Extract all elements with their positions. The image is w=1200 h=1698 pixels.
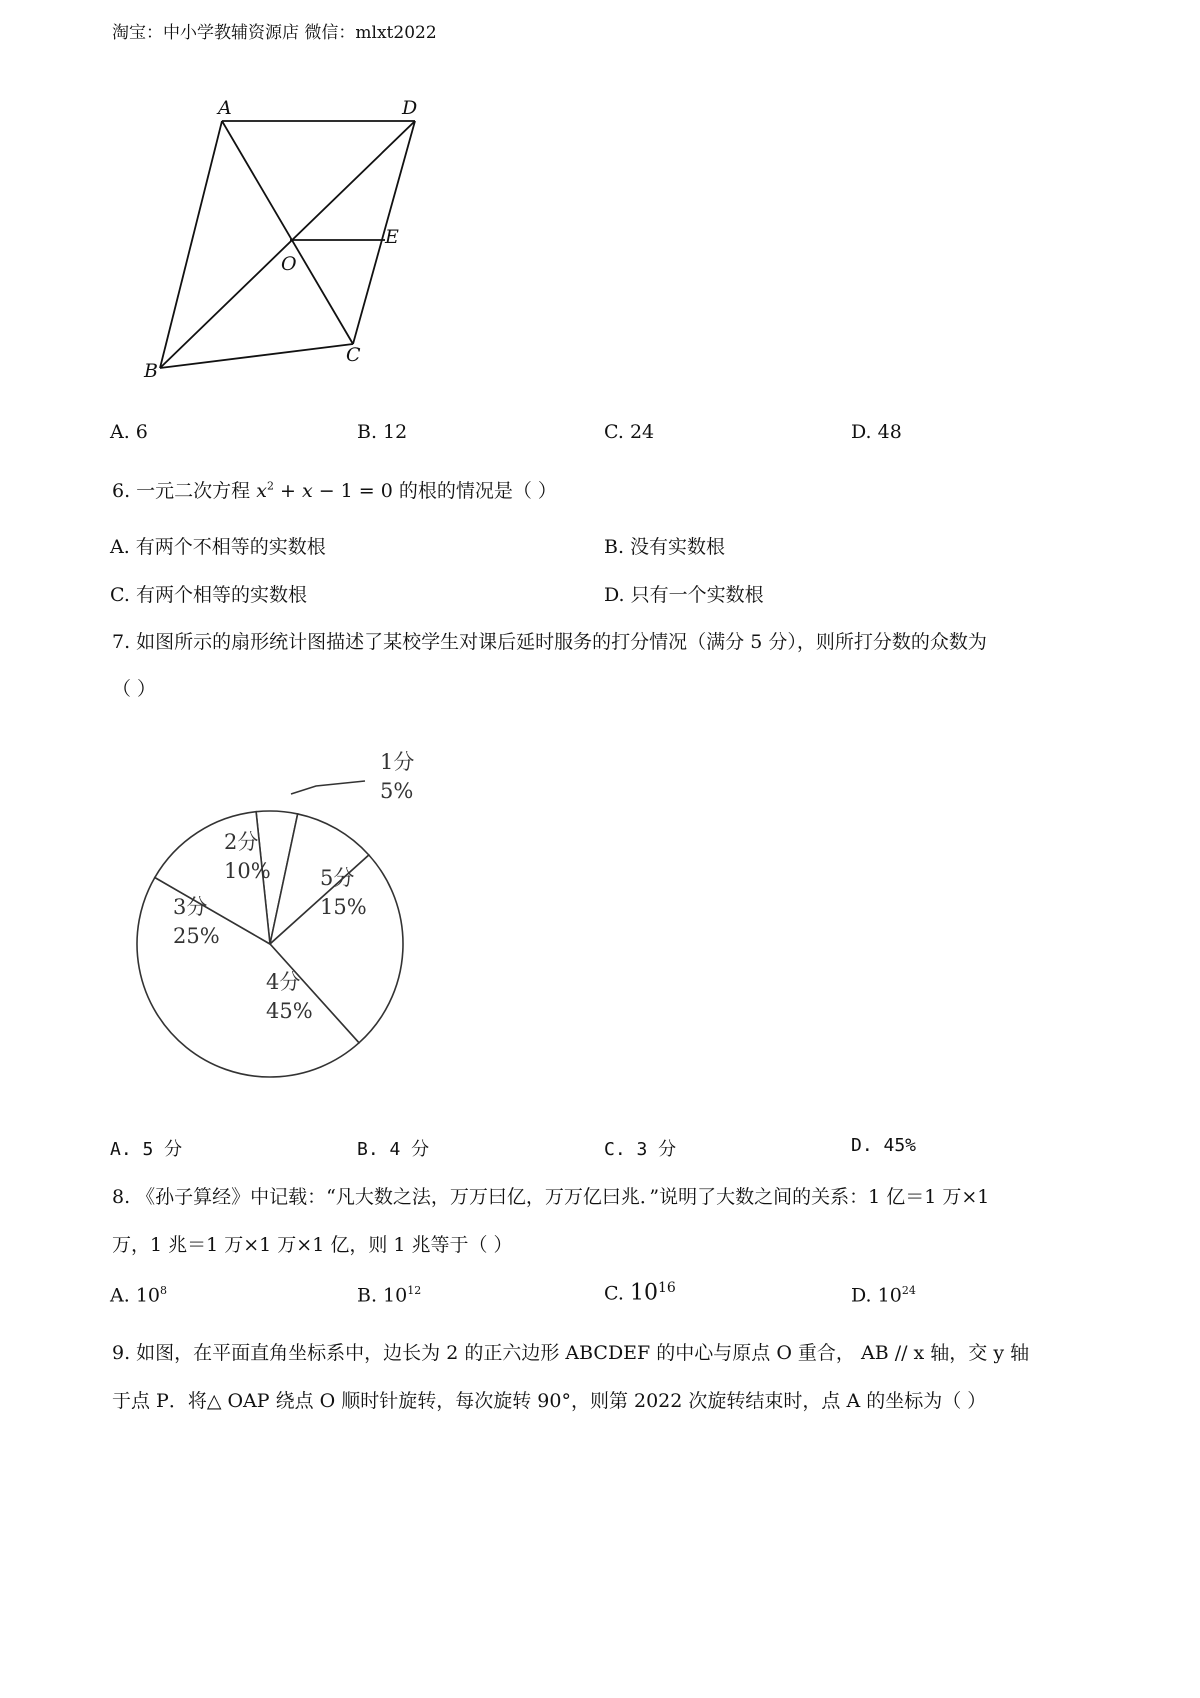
q8-option-b-base: 10 [383, 1284, 408, 1307]
parallelogram-figure [0, 0, 1200, 390]
slice-category-label-5: 5分 [320, 866, 355, 890]
q6-option-d: D. 只有一个实数根 [604, 584, 764, 606]
label-a: A [218, 97, 232, 119]
q7-option-b: B. 4 分 [357, 1139, 430, 1160]
label-o: O [281, 253, 297, 275]
question-9-line1: 9. 如图，在平面直角坐标系中，边长为 2 的正六边形 ABCDEF 的中心与原点 O 重合， AB // x 轴，交 y 轴 [112, 1342, 1030, 1364]
q7-option-a: A. 5 分 [110, 1139, 183, 1160]
q6-middle: + [273, 480, 302, 502]
q6-option-b: B. 没有实数根 [604, 536, 726, 558]
q6-x: x [256, 480, 267, 502]
q5-option-b: B. 12 [357, 421, 408, 443]
pie-chart [0, 700, 600, 1120]
question-9-line2: 于点 P．将△ OAP 绕点 O 顺时针旋转，每次旋转 90°，则第 2022 次旋转结束时，点 A 的坐标为（ ） [112, 1390, 987, 1412]
page-header: 淘宝：中小学教辅资源店 微信：mlxt2022 [112, 23, 437, 43]
slice-category-label-3: 3分 [173, 895, 208, 919]
label-c: C [346, 344, 361, 366]
slice-percent-label-2: 10% [224, 859, 271, 883]
label-b: B [144, 360, 158, 382]
q5-option-a: A. 6 [110, 421, 148, 443]
q8-option-d-exponent: 24 [901, 1284, 916, 1297]
q8-option-b-label: B. [357, 1284, 384, 1307]
q6-option-a: A. 有两个不相等的实数根 [110, 536, 326, 558]
q6-tail: − 1 = 0 的根的情况是（ ） [312, 480, 557, 502]
label-d: D [402, 97, 418, 119]
question-6 [112, 476, 557, 503]
q8-option-c [604, 1280, 676, 1305]
question-7-line2: （ ） [112, 678, 157, 700]
leader-line [291, 781, 365, 794]
slice-percent-label-4: 45% [266, 999, 313, 1023]
q8-option-a-exponent: 8 [160, 1284, 167, 1297]
slice-category-label-4: 4分 [266, 970, 301, 994]
q8-option-a-base: 10 [135, 1284, 160, 1307]
q8-option-b [357, 1284, 421, 1306]
segment-dc [353, 121, 415, 344]
slice-percent-label-1: 5% [380, 779, 414, 803]
segment-cb [160, 344, 353, 368]
q8-option-a-label: A. [110, 1284, 136, 1307]
q8-option-c-base: 10 [629, 1280, 658, 1306]
q5-option-d: D. 48 [851, 421, 902, 443]
q8-option-a [110, 1284, 167, 1306]
question-7-line1: 7. 如图所示的扇形统计图描述了某校学生对课后延时服务的打分情况（满分 5 分），则所打分数的众数为 [112, 631, 987, 653]
question-8-line1: 8. 《孙子算经》中记载：“凡大数之法，万万曰亿，万万亿曰兆．”说明了大数之间的关系：1 亿＝1 万×1 [112, 1186, 990, 1208]
diagonal-bd [160, 121, 415, 368]
slice-category-label-1: 1分 [380, 750, 415, 774]
q6-exponent: 2 [266, 479, 274, 493]
diagonal-ac [222, 121, 353, 344]
slice-percent-label-3: 25% [173, 924, 220, 948]
q7-option-c: C. 3 分 [604, 1139, 677, 1160]
q6-x2: x [301, 480, 313, 502]
q6-option-c: C. 有两个相等的实数根 [110, 584, 307, 606]
segment-ba [160, 121, 222, 368]
q8-option-d-base: 10 [877, 1284, 902, 1307]
q8-option-c-label: C. [604, 1282, 630, 1305]
q8-option-d-label: D. [851, 1284, 878, 1307]
question-8-line2: 万，1 兆＝1 万×1 万×1 亿，则 1 兆等于（ ） [112, 1234, 513, 1256]
q6-prefix: 6. 一元二次方程 [112, 480, 257, 502]
q8-option-b-exponent: 12 [407, 1284, 422, 1297]
slice-category-label-2: 2分 [224, 830, 259, 854]
label-e: E [385, 226, 399, 248]
q7-option-d: D. 45% [851, 1135, 917, 1156]
slice-percent-label-5: 15% [320, 895, 367, 919]
q8-option-d [851, 1284, 916, 1306]
q5-option-c: C. 24 [604, 421, 655, 443]
q8-option-c-exponent: 16 [657, 1280, 676, 1296]
